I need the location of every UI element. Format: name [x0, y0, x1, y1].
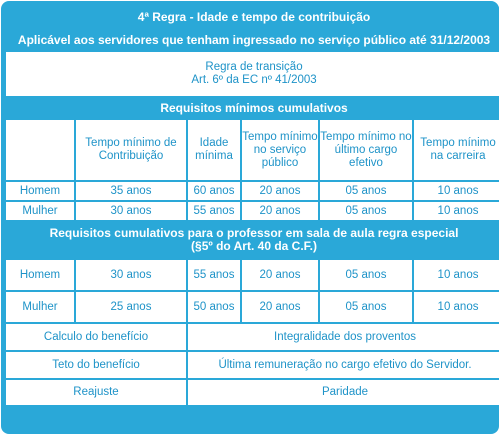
- row-label: Homem: [6, 182, 74, 200]
- transition-rule-article: Art. 6º da EC nº 41/2003: [191, 74, 317, 86]
- table-cell: 20 anos: [242, 292, 318, 322]
- table-cell: 55 anos: [188, 260, 240, 290]
- table-cell: 20 anos: [242, 182, 318, 200]
- table-cell: 10 anos: [414, 260, 499, 290]
- table-cell: 30 anos: [76, 202, 186, 220]
- transition-rule-title: Regra de transição: [205, 61, 303, 73]
- row-label: Mulher: [6, 292, 74, 322]
- benefit-label: Calculo do benefício: [6, 324, 186, 350]
- transition-rule: [6, 52, 499, 96]
- section-title-reference: (§5º do Art. 40 da C.F.): [191, 239, 317, 253]
- section-title-minimum-requirements: Requisitos mínimos cumulativos: [6, 98, 499, 118]
- section-title-teacher-requirements: [6, 222, 499, 258]
- benefit-value: Integralidade dos proventos: [188, 324, 499, 350]
- column-header: Tempo mínimo no serviço público: [242, 120, 318, 180]
- rules-table: [4, 4, 499, 407]
- table-cell: 10 anos: [414, 182, 499, 200]
- benefit-value: Paridade: [188, 380, 499, 405]
- table-row: [6, 260, 499, 290]
- table-row: [6, 292, 499, 322]
- table-cell: 20 anos: [242, 202, 318, 220]
- table-cell: 25 anos: [76, 292, 186, 322]
- table-cell: 05 anos: [320, 260, 412, 290]
- table-cell: 20 anos: [242, 260, 318, 290]
- table-cell: 55 anos: [188, 202, 240, 220]
- benefit-row: [6, 380, 499, 405]
- table-cell: 35 anos: [76, 182, 186, 200]
- table-cell: 05 anos: [320, 292, 412, 322]
- benefit-label: Reajuste: [6, 380, 186, 405]
- table-subtitle: Aplicável aos servidores que tenham ingressado no serviço público até 31/12/2003: [6, 30, 499, 50]
- row-label: Mulher: [6, 202, 74, 220]
- table-row: [6, 182, 499, 200]
- table-cell: 60 anos: [188, 182, 240, 200]
- table-cell: 10 anos: [414, 292, 499, 322]
- table-cell: 10 anos: [414, 202, 499, 220]
- benefit-label: Teto do benefício: [6, 352, 186, 378]
- table-row: [6, 202, 499, 220]
- column-header: Tempo mínimo na carreira: [414, 120, 499, 180]
- benefit-row: [6, 324, 499, 350]
- column-header: Tempo mínimo de Contribuição: [76, 120, 186, 180]
- table-cell: 30 anos: [76, 260, 186, 290]
- column-header: Tempo mínimo no último cargo efetivo: [320, 120, 412, 180]
- benefit-row: [6, 352, 499, 378]
- table-cell: 50 anos: [188, 292, 240, 322]
- header-empty-cell: [6, 120, 74, 180]
- section-title-line: Requisitos cumulativos para o professor em sala de aula regra especial: [49, 226, 459, 240]
- table-cell: 05 anos: [320, 202, 412, 220]
- table-title: 4ª Regra - Idade e tempo de contribuição: [6, 6, 499, 28]
- rules-table-container: [1, 1, 499, 434]
- table-cell: 05 anos: [320, 182, 412, 200]
- benefit-value: Última remuneração no cargo efetivo do Servidor.: [188, 352, 499, 378]
- column-header: Idade mínima: [188, 120, 240, 180]
- row-label: Homem: [6, 260, 74, 290]
